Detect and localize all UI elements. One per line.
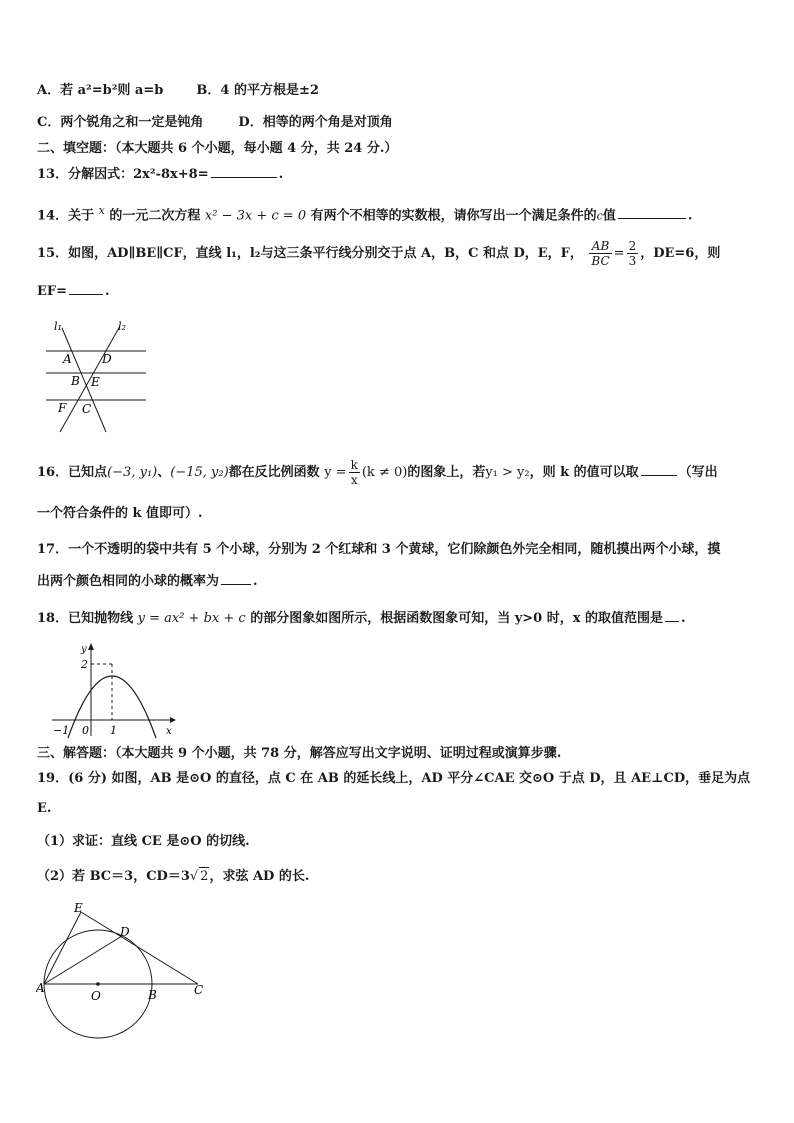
label-a: A (36, 981, 45, 995)
label-f: F (58, 401, 67, 415)
label-e: E (91, 375, 100, 389)
q13-answer-blank (211, 165, 277, 178)
q15-fraction-2-3 (627, 239, 639, 268)
figure-19-circle-tangent (36, 900, 216, 1046)
q19-sqrt-radicand: 2 (200, 869, 209, 884)
q15-ef: EF= (37, 284, 68, 299)
q12-option-b: B．4 的平方根是±2 (196, 83, 319, 98)
q17-line2 (37, 572, 258, 591)
label-b: B (148, 988, 157, 1002)
q17-text: 出两个颜色相同的小球的概率为 (37, 574, 220, 589)
figure-18-parabola (48, 640, 178, 740)
q16-func-den: x (350, 473, 358, 487)
q15-frac2-num: 2 (628, 239, 637, 253)
label-d: D (102, 352, 112, 366)
q15-answer-blank (69, 282, 103, 295)
q19-sub2: （2）若 BC＝3，CD＝3√ 2，求弦 AD 的长. (37, 869, 310, 884)
q15-frac2-den: 3 (628, 254, 637, 268)
q13-end: . (278, 167, 284, 182)
q16-cond: (k ≠ 0) (361, 465, 408, 480)
label-b: B (71, 374, 80, 388)
q19-line2: E. (37, 801, 52, 816)
q12-option-d: D．相等的两个角是对顶角 (238, 115, 393, 130)
q13-text: 13．分解因式：2x²-8x+8= (37, 167, 209, 182)
label-l1: l₁ (54, 320, 62, 333)
q19-sub1: （1）求证：直线 CE 是⊙O 的切线. (37, 834, 250, 849)
q16-line2: 一个符合条件的 k 值即可）. (37, 506, 203, 521)
q12-option-c: C．两个锐角之和一定是钝角 (37, 115, 204, 130)
label-l2: l₂ (118, 320, 126, 333)
q13 (37, 165, 283, 184)
q15-frac-den: BC (591, 254, 610, 268)
label-a: A (63, 352, 72, 366)
label-e: E (74, 901, 83, 915)
label-d: D (120, 925, 130, 939)
q18 (37, 609, 686, 628)
q15-after: ，DE=6，则 (640, 246, 721, 261)
section3-title: 三、解答题：（本大题共 9 个小题，共 78 分，解答应写出文字说明、证明过程或演算步骤. (37, 746, 562, 761)
q14-mid: 的一元二次方程 (109, 208, 201, 224)
label-neg1: −1 (53, 724, 70, 737)
q14-equation: x² − 3x + c = 0 (204, 208, 307, 224)
q16-part3: 的图象上，若 (407, 465, 486, 480)
q14-suffix: 有两个不相等的实数根，请你写出一个满足条件的 (310, 208, 597, 224)
label-2: 2 (81, 658, 88, 671)
q16-ineq: y₁ > y₂ (485, 465, 530, 480)
label-c: C (82, 402, 92, 416)
q15-text: 15．如图，AD∥BE∥CF，直线 l₁，l₂与这三条平行线分别交于点 A，B，C 和点 D，E，F， (37, 246, 583, 261)
q15-eq: = (613, 246, 625, 261)
q15 (37, 236, 720, 272)
q15-line2 (37, 282, 110, 301)
q18-suffix: 的部分图象如图所示，根据函数图象可知，当 y>0 时，x 的取值范围是 (250, 611, 664, 626)
q18-end: . (681, 611, 686, 626)
q19-sub2-pre: （2）若 BC＝3，CD＝3 (37, 869, 190, 884)
q14-tail: 值 (602, 208, 616, 224)
q14-prefix: 14．关于 (37, 208, 95, 224)
figure-15-parallel-lines (38, 318, 153, 436)
label-y: y (81, 644, 87, 655)
q17-end: . (253, 574, 258, 589)
x-axis-arrow (170, 717, 176, 723)
q19-sub2-post: ，求弦 AD 的长. (209, 869, 310, 884)
q14-answer-blank (618, 206, 686, 219)
q12-options-row2 (37, 114, 393, 132)
q14-var-c: c (596, 209, 603, 223)
center-point-o (96, 982, 100, 986)
q17-answer-blank (221, 572, 251, 585)
q12-option-a: A．若 a²=b²则 a=b (37, 83, 164, 98)
q16-point2: (−15, y₂) (170, 465, 229, 480)
y-axis-arrow (88, 643, 94, 650)
line-l2 (60, 326, 120, 432)
segment-ad (44, 936, 122, 984)
q19-line1: 19．(6 分) 如图，AB 是⊙O 的直径，点 C 在 AB 的延长线上，AD 平分∠CAE 交⊙O 于点 D，且 AE⊥CD，垂足为点 (37, 771, 751, 786)
q16-func-num: k (350, 458, 358, 472)
q12-options-row1 (37, 82, 319, 100)
q16-part5: （写出 (678, 465, 718, 480)
q18-prefix: 18．已知抛物线 (37, 611, 134, 626)
q16-part1: 16．已知点 (37, 465, 108, 480)
q15-end: . (105, 284, 110, 299)
q17-line1: 17．一个不透明的袋中共有 5 个小球，分别为 2 个红球和 3 个黄球，它们除颜色外完全相同，随机摸出两个小球，摸 (37, 542, 721, 557)
q16-func-lhs: y = (324, 465, 347, 480)
q15-frac-num: AB (589, 239, 611, 254)
q16-answer-blank (641, 463, 677, 476)
q16-part4: ，则 k 的值可以取 (529, 465, 639, 480)
q14-var-x: x (98, 204, 105, 217)
q16-sep: 、 (157, 465, 171, 480)
label-1: 1 (110, 724, 117, 737)
section2-title: 二、填空题：（本大题共 6 个小题，每小题 4 分，共 24 分.） (37, 141, 398, 156)
label-o: O (91, 989, 101, 1003)
label-c: C (194, 983, 204, 997)
label-x: x (166, 726, 172, 737)
q14-end: . (687, 208, 693, 224)
q16-fraction-k-x (349, 458, 360, 487)
q18-answer-blank (665, 609, 679, 622)
q18-equation: y = ax² + bx + c (137, 611, 246, 626)
label-0: 0 (82, 724, 89, 737)
q16-part2: 都在反比例函数 (228, 465, 320, 480)
q16-point1: (−3, y₁) (107, 465, 158, 480)
line-ec (81, 912, 198, 984)
q16 (37, 456, 718, 490)
q15-fraction-ab-bc (589, 239, 611, 268)
q14 (37, 202, 692, 225)
